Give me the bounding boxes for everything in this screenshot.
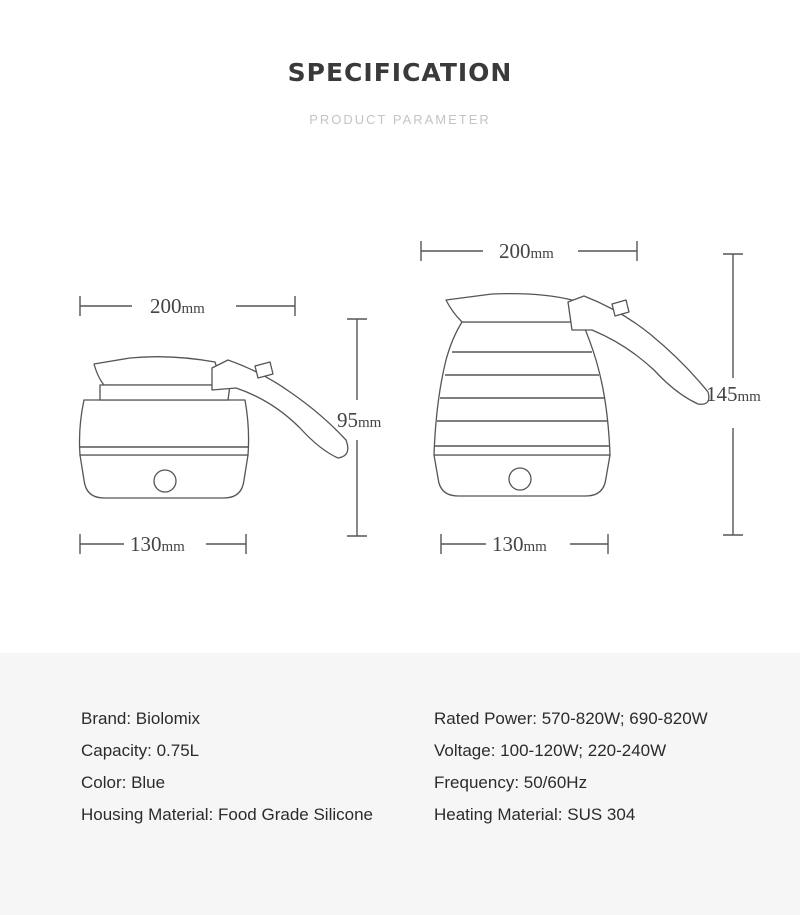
spec-rated-power: Rated Power: 570-820W; 690-820W <box>434 709 708 728</box>
spec-color: Color: Blue <box>81 773 166 792</box>
page-subtitle: PRODUCT PARAMETER <box>309 112 491 127</box>
folded-base-width-dimension <box>80 532 246 556</box>
spec-voltage: Voltage: 100-120W; 220-240W <box>434 741 667 760</box>
folded-height-label: 95mm <box>337 408 382 432</box>
folded-kettle-illustration <box>80 357 348 498</box>
spec-frequency: Frequency: 50/60Hz <box>434 773 588 792</box>
folded-width-top-label: 200mm <box>150 294 205 318</box>
folded-width-top-dimension <box>80 294 295 318</box>
page-title: SPECIFICATION <box>287 58 513 87</box>
expanded-height-dimension <box>706 254 761 535</box>
expanded-width-top-dimension <box>421 239 637 263</box>
spec-housing-material: Housing Material: Food Grade Silicone <box>81 805 373 824</box>
folded-base-width-label: 130mm <box>130 532 185 556</box>
specs-column-left <box>81 709 373 837</box>
spec-capacity: Capacity: 0.75L <box>81 741 200 760</box>
expanded-base-width-label: 130mm <box>492 532 547 556</box>
specs-column-right <box>434 709 708 837</box>
specs-panel <box>0 653 800 915</box>
expanded-kettle-illustration <box>434 294 709 496</box>
expanded-width-top-label: 200mm <box>499 239 554 263</box>
expanded-base-width-dimension <box>441 532 608 556</box>
spec-brand: Brand: Biolomix <box>81 709 201 728</box>
spec-heating-material: Heating Material: SUS 304 <box>434 805 636 824</box>
expanded-height-label: 145mm <box>706 382 761 406</box>
folded-height-dimension <box>337 319 382 536</box>
